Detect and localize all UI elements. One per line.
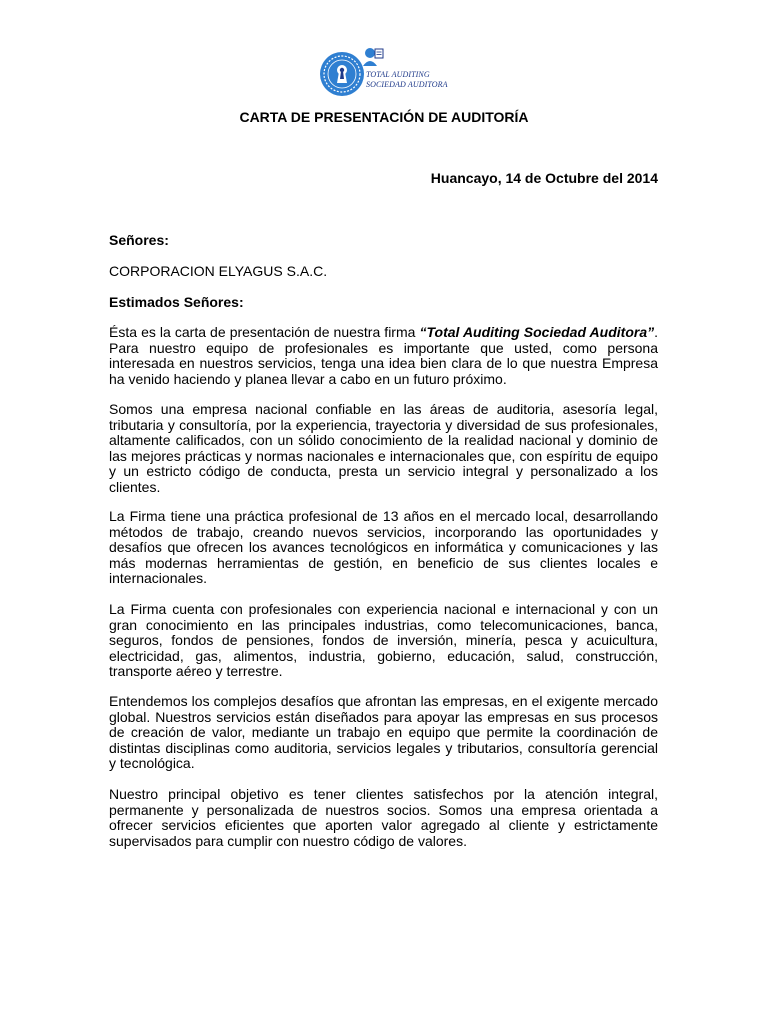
- paragraph-4: La Firma cuenta con profesionales con experiencia nacional e internacional y con un gran conocimiento en las principales industrias, como telecomunicaciones, banca, seguros, fondos de pensiones, fondos de inversión, minería, pesca y acuicultura, electricidad, gas, alimentos, industria, gobierno, educación, salud, construcción, transporte aéreo y terrestre.: [109, 601, 658, 679]
- firm-name: “Total Auditing Sociedad Auditora”: [419, 324, 655, 340]
- salutation-senores: Señores:: [109, 232, 169, 248]
- letter-date: Huancayo, 14 de Octubre del 2014: [430, 170, 658, 186]
- paragraph-3: La Firma tiene una práctica profesional de 13 años en el mercado local, desarrollando métodos de trabajo, creando nuevos servicios, incorporando las oportunidades y desafíos que ofrecen los avances tecnológicos en informática y comunicaciones y las más modernas herramientas de gestión, en beneficio de sus clientes locales e internacionales.: [109, 508, 658, 586]
- auditor-figure-icon: [358, 46, 388, 68]
- salutation-estimados: Estimados Señores:: [109, 294, 244, 310]
- paragraph-1-rest: . Para nuestro equipo de profesionales es importante que usted, como persona interesada en nuestros servicios, tenga una idea bien clara de lo que nuestra Empresa ha venido haciendo y planea llevar a cabo en un futuro próximo.: [109, 324, 658, 387]
- paragraph-1: [109, 325, 658, 387]
- recipient-name: CORPORACION ELYAGUS S.A.C.: [109, 263, 328, 279]
- paragraph-5: Entendemos los complejos desafíos que afrontan las empresas, en el exigente mercado global. Nuestros servicios están diseñados para apoyar las empresas en sus procesos de creación de valor, mediante un trabajo en equipo que permite la coordinación de distintas disciplinas como auditoria, servicios legales y tributarios, consultoría gerencial y tecnológica.: [109, 693, 658, 771]
- paragraph-6: Nuestro principal objetivo es tener clientes satisfechos por la atención integral, permanente y personalizada de nuestros socios. Somos una empresa orientada a ofrecer servicios eficientes que aporten valor agregado al cliente y estrictamente supervisados para cumplir con nuestro código de valores.: [109, 786, 658, 849]
- paragraph-2: Somos una empresa nacional confiable en las áreas de auditoria, asesoría legal, tributaria y consultoría, por la experiencia, trayectoria y diversidad de sus profesionales, altamente calificados, con un sólido conocimiento de la realidad nacional y dominio de las mejores prácticas y normas nacionales e internacionales que, con espíritu de equipo y un estricto código de conducta, presta un servicio integral y personalizado a los clientes.: [109, 401, 658, 495]
- logo-line-1: TOTAL AUDITING: [366, 70, 430, 79]
- company-logo: [318, 46, 448, 102]
- letter-title: CARTA DE PRESENTACIÓN DE AUDITORÍA: [239, 109, 529, 125]
- logo-line-2: SOCIEDAD AUDITORA: [366, 80, 448, 89]
- paragraph-1-intro: Ésta es la carta de presentación de nuestra firma: [109, 324, 420, 340]
